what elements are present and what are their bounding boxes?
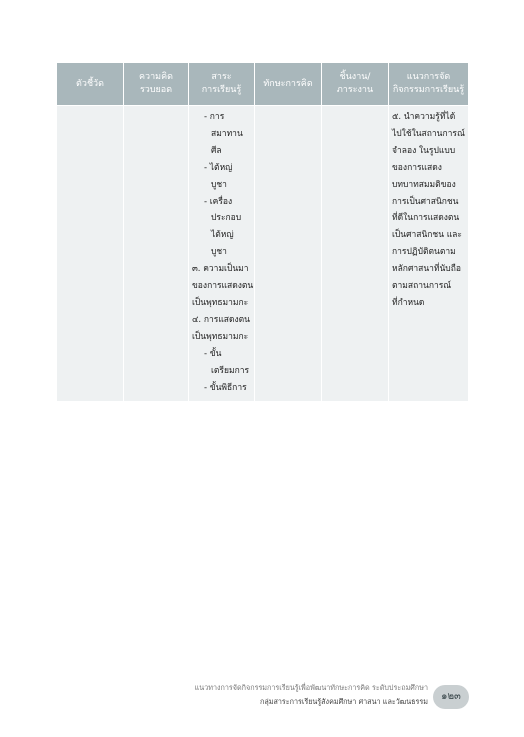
content-line: ๓. ความเป็นมา	[192, 264, 249, 275]
concept-cell	[124, 106, 189, 402]
content-cell	[189, 106, 255, 402]
content-line: ๔. การแสดงตน	[192, 314, 250, 325]
table-row	[57, 106, 469, 402]
activity-line: การเป็นศาสนิกชน	[392, 196, 459, 207]
activity-line: ที่ดีในการแสดงตน	[392, 213, 460, 224]
curriculum-table	[56, 62, 469, 402]
header-indicator: ตัวชี้วัด	[57, 63, 124, 106]
activity-cell	[389, 106, 469, 402]
activity-line: เป็นศาสนิกชน และ	[392, 230, 462, 241]
header-task: ชิ้นงาน/ ภาระงาน	[322, 63, 389, 106]
content-line: ศีล	[211, 145, 222, 156]
content-line: - การ	[204, 112, 225, 122]
content-line: เตรียมการ	[211, 365, 250, 376]
header-content: สาระ การเรียนรู้	[189, 63, 255, 106]
activity-line: บทบาทสมมติของ	[392, 179, 456, 190]
content-line: บูชา	[211, 247, 227, 258]
footer-book-title: แนวทางการจัดกิจกรรมการเรียนรู้เพื่อพัฒนาทักษะการคิด ระดับประถมศึกษา	[194, 683, 428, 692]
content-line: ของการแสดงตน	[192, 281, 254, 292]
activity-line: ตามสถานการณ์	[392, 281, 452, 292]
activity-line: ที่กำหนด	[392, 297, 425, 308]
activity-line: จำลอง ในรูปแบบ	[392, 145, 456, 156]
content-line: - เครื่อง	[204, 196, 233, 207]
content-line: สมาทาน	[211, 128, 243, 139]
content-line: เป็นพุทธมามกะ	[192, 297, 249, 308]
content-line: ไต้หญ่	[211, 230, 234, 241]
activity-line: ไปใช้ในสถานการณ์	[392, 128, 465, 139]
activity-line: ๕. นำความรู้ที่ได้	[392, 112, 456, 122]
activity-line: ของการแสดง	[392, 162, 442, 173]
header-thinking-skill: ทักษะการคิด	[255, 63, 322, 106]
header-row	[57, 63, 469, 106]
activity-line: การปฏิบัติตนตาม	[392, 247, 456, 258]
content-line: - ขั้น	[204, 348, 222, 359]
task-cell	[322, 106, 389, 402]
page-number-badge: ๑๒๓	[433, 685, 469, 709]
header-concept: ความคิด รวบยอด	[124, 63, 189, 106]
content-line: บูชา	[211, 179, 227, 190]
content-line: - ขั้นพิธีการ	[204, 382, 247, 393]
thinking-skill-cell	[255, 106, 322, 402]
content-line: - ไต้หญ่	[204, 162, 233, 173]
header-activity: แนวการจัด กิจกรรมการเรียนรู้	[389, 63, 469, 106]
footer-subject-group: กลุ่มสาระการเรียนรู้สังคมศึกษา ศาสนา และวัฒนธรรม	[259, 697, 428, 706]
indicator-cell	[57, 106, 124, 402]
content-line: ประกอบ	[211, 213, 242, 224]
content-line: เป็นพุทธมามกะ	[192, 331, 249, 342]
activity-line: หลักศาสนาที่นับถือ	[392, 264, 461, 275]
